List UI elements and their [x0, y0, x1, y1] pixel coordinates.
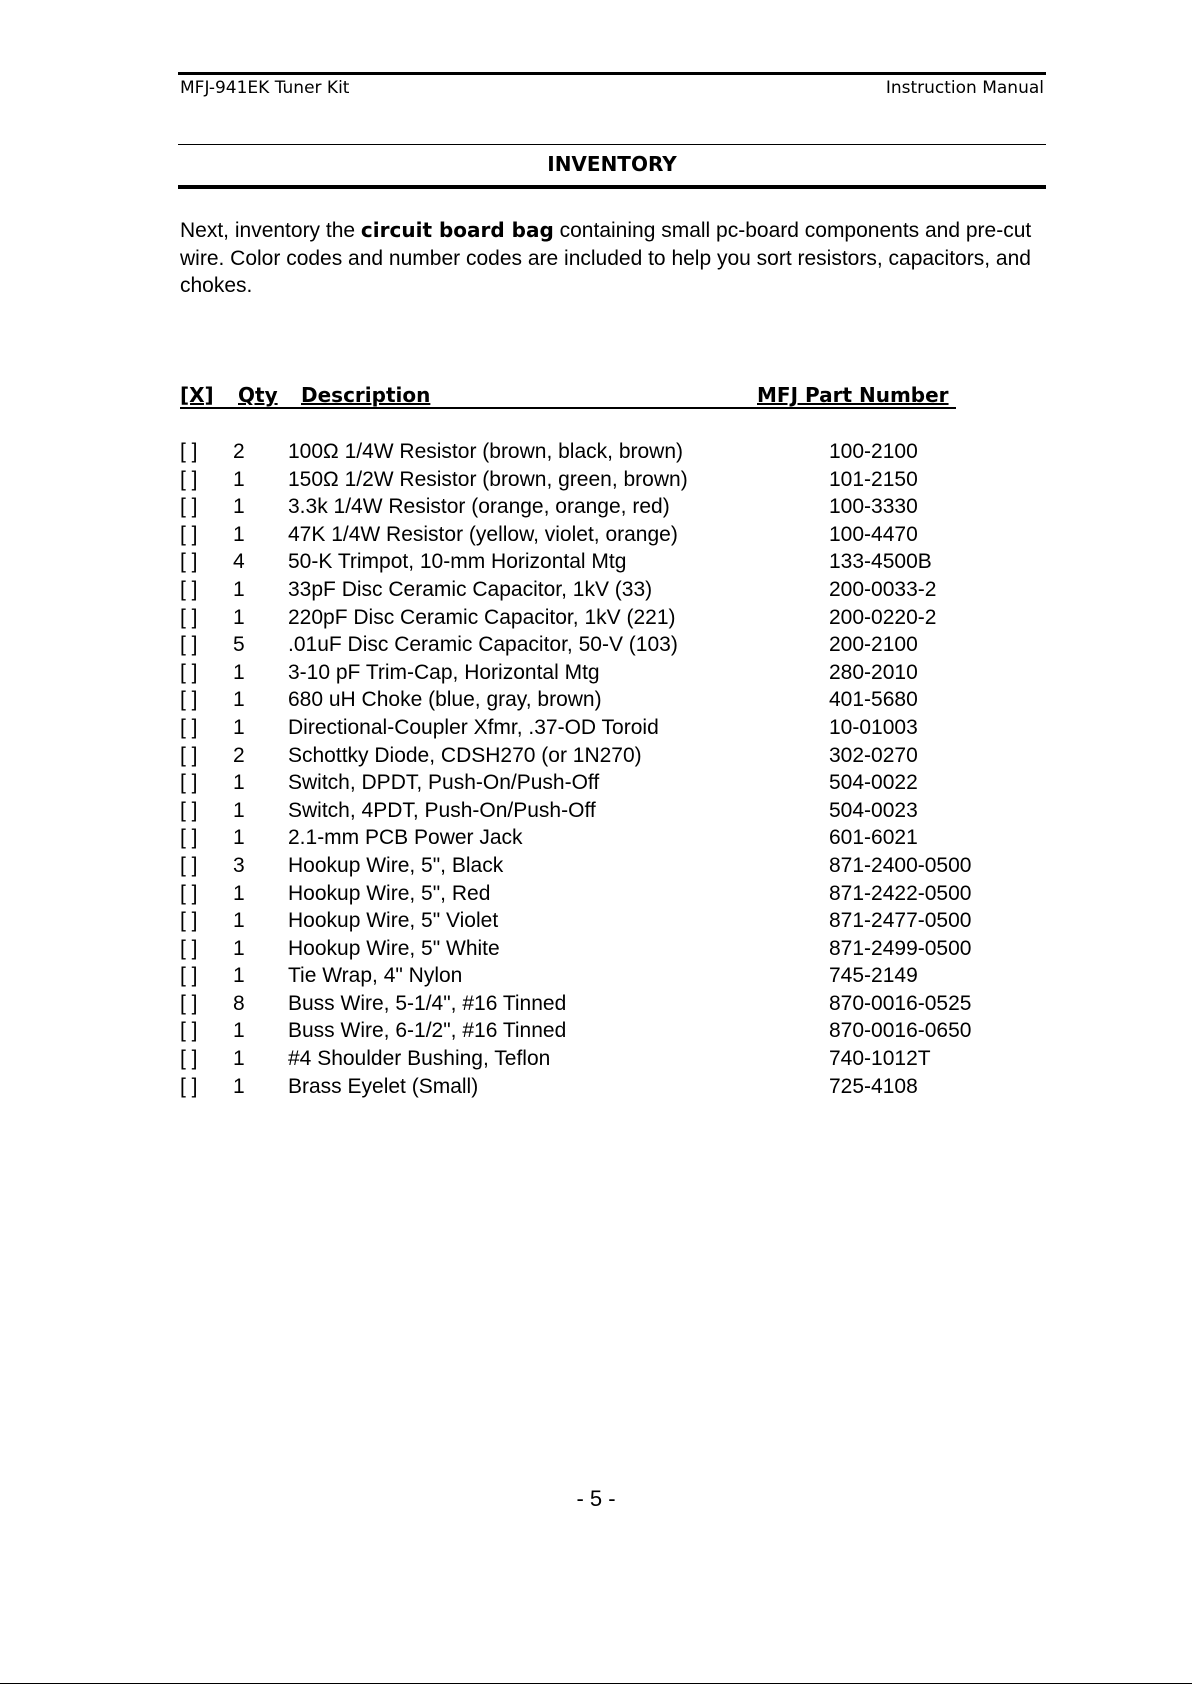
description-cell: 33pF Disc Ceramic Capacitor, 1kV (33) — [288, 577, 653, 601]
title-rule-bottom — [178, 185, 1046, 189]
checkbox-bracket[interactable]: [ ] — [180, 550, 198, 574]
checkbox-bracket[interactable]: [ ] — [180, 495, 198, 519]
quantity-cell: 2 — [233, 440, 245, 463]
quantity-cell: 1 — [233, 826, 245, 850]
quantity-cell: 1 — [233, 467, 245, 491]
inventory-list — [0, 438, 1192, 1100]
page-number: - 5 - — [576, 1486, 616, 1511]
quantity-cell: 5 — [233, 633, 245, 657]
description-cell: Switch, 4PDT, Push-On/Push-Off — [288, 798, 596, 822]
part-number-cell: 725-4108 — [829, 1074, 918, 1098]
table-row — [0, 742, 1192, 770]
column-header-part-number: MFJ Part Number — [757, 383, 949, 407]
checkbox-bracket[interactable]: [ ] — [180, 440, 198, 463]
quantity-cell: 3 — [233, 853, 245, 877]
column-header-underline — [180, 407, 956, 409]
checkbox-bracket[interactable]: [ ] — [180, 771, 198, 795]
checkbox-bracket[interactable]: [ ] — [180, 577, 198, 601]
description-cell: Hookup Wire, 5" Violet — [288, 909, 499, 933]
title-rule-top — [178, 144, 1046, 145]
part-number-cell: 302-0270 — [829, 743, 918, 767]
description-cell: 3-10 pF Trim-Cap, Horizontal Mtg — [288, 660, 600, 684]
part-number-cell: 504-0023 — [829, 798, 918, 822]
header-rule — [178, 72, 1046, 75]
checkbox-bracket[interactable]: [ ] — [180, 743, 198, 767]
quantity-cell: 1 — [233, 771, 245, 795]
table-row — [0, 548, 1192, 576]
quantity-cell: 1 — [233, 715, 245, 739]
checkbox-bracket[interactable]: [ ] — [180, 467, 198, 491]
table-row — [0, 852, 1192, 880]
table-row — [0, 686, 1192, 714]
description-cell: 3.3k 1/4W Resistor (orange, orange, red) — [288, 495, 670, 519]
checkbox-bracket[interactable]: [ ] — [180, 688, 198, 712]
description-cell: #4 Shoulder Bushing, Teflon — [288, 1047, 551, 1071]
part-number-cell: 133-4500B — [829, 550, 932, 574]
description-cell: Switch, DPDT, Push-On/Push-Off — [288, 771, 600, 795]
part-number-cell: 745-2149 — [829, 964, 918, 988]
checkbox-bracket[interactable]: [ ] — [180, 633, 198, 657]
checkbox-bracket[interactable]: [ ] — [180, 798, 198, 822]
description-cell: 2.1-mm PCB Power Jack — [288, 826, 523, 850]
checkbox-bracket[interactable]: [ ] — [180, 660, 198, 684]
part-number-cell: 401-5680 — [829, 688, 918, 712]
section-title: INVENTORY — [547, 152, 677, 176]
part-number-cell: 101-2150 — [829, 467, 918, 491]
column-header-check: [X] — [180, 383, 214, 407]
checkbox-bracket[interactable]: [ ] — [180, 909, 198, 933]
description-cell: Hookup Wire, 5", Black — [288, 853, 504, 877]
quantity-cell: 1 — [233, 909, 245, 933]
intro-paragraph — [180, 217, 1040, 300]
intro-bold-text: circuit board bag — [360, 218, 554, 242]
part-number-cell: 871-2499-0500 — [829, 936, 972, 960]
checkbox-bracket[interactable]: [ ] — [180, 1074, 198, 1098]
part-number-cell: 601-6021 — [829, 826, 918, 850]
quantity-cell: 1 — [233, 660, 245, 684]
description-cell: 680 uH Choke (blue, gray, brown) — [288, 688, 602, 712]
part-number-cell: 740-1012T — [829, 1047, 931, 1071]
description-cell: 50-K Trimpot, 10-mm Horizontal Mtg — [288, 550, 627, 574]
checkbox-bracket[interactable]: [ ] — [180, 964, 198, 988]
part-number-cell: 200-0220-2 — [829, 605, 937, 629]
table-row — [0, 962, 1192, 990]
part-number-cell: 200-0033-2 — [829, 577, 937, 601]
quantity-cell: 1 — [233, 1019, 245, 1043]
part-number-cell: 100-4470 — [829, 522, 918, 546]
description-cell: .01uF Disc Ceramic Capacitor, 50-V (103) — [288, 633, 678, 657]
part-number-cell: 871-2400-0500 — [829, 853, 972, 877]
part-number-cell: 200-2100 — [829, 633, 918, 657]
table-row — [0, 1073, 1192, 1101]
column-header-qty: Qty — [238, 383, 278, 407]
part-number-cell: 100-3330 — [829, 495, 918, 519]
checkbox-bracket[interactable]: [ ] — [180, 522, 198, 546]
description-cell: 47K 1/4W Resistor (yellow, violet, orange) — [288, 522, 678, 546]
description-cell: Directional-Coupler Xfmr, .37-OD Toroid — [288, 715, 659, 739]
description-cell: Schottky Diode, CDSH270 (or 1N270) — [288, 743, 642, 767]
header-product-name: MFJ-941EK Tuner Kit — [180, 78, 350, 98]
quantity-cell: 1 — [233, 605, 245, 629]
description-cell: Hookup Wire, 5", Red — [288, 881, 491, 905]
table-row — [0, 466, 1192, 494]
header-document-type: Instruction Manual — [885, 78, 1044, 98]
table-row — [0, 769, 1192, 797]
description-cell: Buss Wire, 5-1/4", #16 Tinned — [288, 991, 567, 1015]
checkbox-bracket[interactable]: [ ] — [180, 605, 198, 629]
quantity-cell: 1 — [233, 936, 245, 960]
part-number-cell: 870-0016-0650 — [829, 1019, 972, 1043]
table-row — [0, 990, 1192, 1018]
checkbox-bracket[interactable]: [ ] — [180, 1047, 198, 1071]
quantity-cell: 1 — [233, 964, 245, 988]
checkbox-bracket[interactable]: [ ] — [180, 853, 198, 877]
description-cell: 150Ω 1/2W Resistor (brown, green, brown) — [288, 467, 688, 491]
table-row — [0, 1045, 1192, 1073]
table-row — [0, 935, 1192, 963]
table-row — [0, 659, 1192, 687]
description-cell: Tie Wrap, 4" Nylon — [288, 964, 463, 988]
part-number-cell: 871-2422-0500 — [829, 881, 972, 905]
description-cell: Hookup Wire, 5" White — [288, 936, 500, 960]
checkbox-bracket[interactable]: [ ] — [180, 991, 198, 1015]
part-number-cell: 504-0022 — [829, 771, 918, 795]
table-row — [0, 576, 1192, 604]
table-row — [0, 1017, 1192, 1045]
table-row — [0, 604, 1192, 632]
description-cell: Buss Wire, 6-1/2", #16 Tinned — [288, 1019, 567, 1043]
table-row — [0, 880, 1192, 908]
intro-text-after: containing small pc-board components and pre-cut wire. Color codes and number codes are included to help you sort resistors, capacitors, and chokes. — [180, 219, 1032, 297]
table-row — [0, 493, 1192, 521]
description-cell: 220pF Disc Ceramic Capacitor, 1kV (221) — [288, 605, 676, 629]
table-row — [0, 907, 1192, 935]
quantity-cell: 1 — [233, 688, 245, 712]
table-row — [0, 797, 1192, 825]
quantity-cell: 1 — [233, 798, 245, 822]
quantity-cell: 8 — [233, 991, 245, 1015]
table-row — [0, 824, 1192, 852]
checkbox-bracket[interactable]: [ ] — [180, 881, 198, 905]
part-number-cell: 870-0016-0525 — [829, 991, 972, 1015]
checkbox-bracket[interactable]: [ ] — [180, 826, 198, 850]
description-cell: 100Ω 1/4W Resistor (brown, black, brown) — [288, 440, 684, 463]
checkbox-bracket[interactable]: [ ] — [180, 1019, 198, 1043]
quantity-cell: 1 — [233, 1047, 245, 1071]
quantity-cell: 1 — [233, 1074, 245, 1098]
checkbox-bracket[interactable]: [ ] — [180, 715, 198, 739]
quantity-cell: 1 — [233, 577, 245, 601]
table-row — [0, 714, 1192, 742]
intro-text-before: Next, inventory the — [180, 219, 361, 242]
bottom-rule — [0, 1683, 1192, 1684]
table-row — [0, 438, 1192, 466]
table-row — [0, 631, 1192, 659]
table-row — [0, 521, 1192, 549]
quantity-cell: 1 — [233, 495, 245, 519]
quantity-cell: 2 — [233, 743, 245, 767]
part-number-cell: 100-2100 — [829, 440, 918, 463]
quantity-cell: 1 — [233, 881, 245, 905]
part-number-cell: 280-2010 — [829, 660, 918, 684]
quantity-cell: 4 — [233, 550, 245, 574]
part-number-cell: 10-01003 — [829, 715, 918, 739]
quantity-cell: 1 — [233, 522, 245, 546]
part-number-cell: 871-2477-0500 — [829, 909, 972, 933]
column-header-description: Description — [301, 383, 431, 407]
description-cell: Brass Eyelet (Small) — [288, 1074, 479, 1098]
checkbox-bracket[interactable]: [ ] — [180, 936, 198, 960]
